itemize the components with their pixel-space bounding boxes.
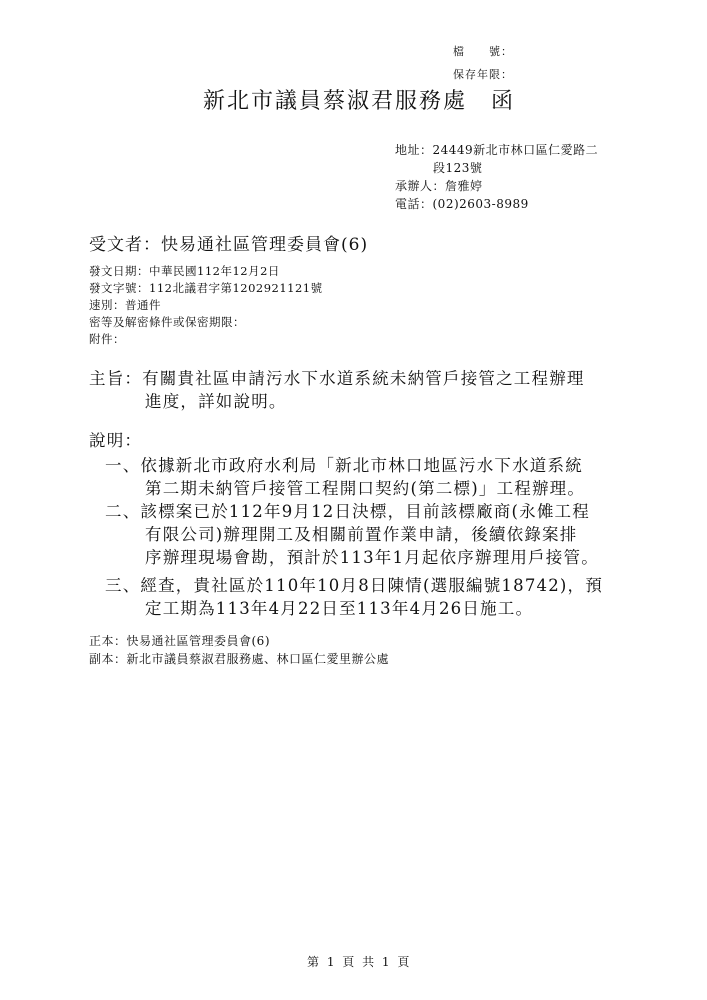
explanation-item-3-line-2: 定工期為113年4月22日至113年4月26日施工。 (145, 599, 534, 618)
address-line-1: 地址：24449新北市林口區仁愛路二 (395, 143, 599, 157)
explanation-label: 說明： (89, 431, 143, 450)
explanation-item-2-line-1: 二、該標案已於112年9月12日決標，目前該標廠商(永傩工程 (105, 502, 590, 521)
explanation-item-2-line-3: 序辦理現場會勘，預計於113年1月起依序辦理用戶接管。 (145, 548, 599, 567)
explanation-item-1-line-1: 一、依據新北市政府水利局「新北市林口地區污水下水道系統 (105, 456, 583, 475)
file-number-label: 檔 號： (453, 45, 513, 58)
speed-class: 速別：普通件 (89, 298, 161, 312)
subject-line-2: 進度，詳如說明。 (145, 392, 287, 411)
retention-period-label: 保存年限： (453, 68, 513, 81)
address-line-2: 段123號 (433, 161, 483, 175)
issue-date: 發文日期：中華民國112年12月2日 (89, 264, 280, 278)
explanation-item-3-line-1: 三、經查，貴社區於110年10月8日陳情(選服編號18742)，預 (105, 576, 603, 595)
page-number: 第 1 頁 共 1 頁 (307, 955, 412, 969)
explanation-item-1-line-2: 第二期未納管戶接管工程開口契約(第二標)」工程辦理。 (145, 479, 586, 498)
security-level: 密等及解密條件或保密期限： (89, 315, 245, 329)
handler-name: 承辦人：詹雅婷 (395, 179, 483, 193)
attachment-label: 附件： (89, 332, 125, 346)
recipient: 受文者：快易通社區管理委員會(6) (89, 235, 369, 255)
explanation-item-2-line-2: 有限公司)辦理開工及相關前置作業申請，後續依錄案排 (145, 525, 578, 544)
subject-line-1: 主旨：有關貴社區申請污水下水道系統未納管戶接管之工程辦理 (89, 369, 585, 388)
document-number: 發文字號：112北議君字第1202921121號 (89, 281, 323, 295)
cc-recipients: 副本：新北市議員蔡淑君服務處、林口區仁愛里辦公處 (89, 652, 390, 666)
main-copy-recipient: 正本：快易通社區管理委員會(6) (89, 634, 270, 648)
document-title: 新北市議員蔡淑君服務處 函 (203, 89, 516, 114)
phone-number: 電話：(02)2603-8989 (395, 197, 529, 211)
